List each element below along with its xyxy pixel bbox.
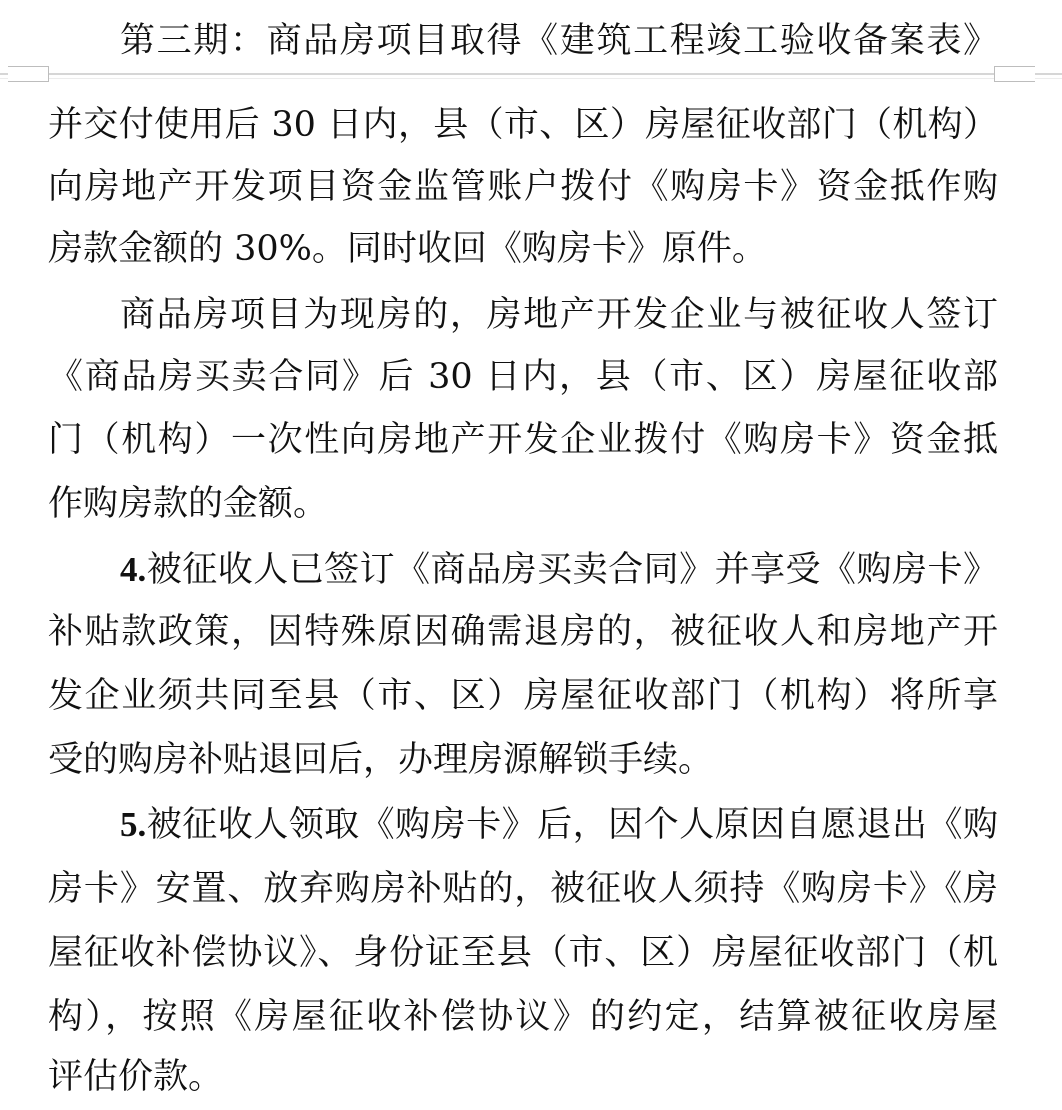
list-item-5-first-line bbox=[120, 793, 998, 857]
page-break-divider bbox=[0, 73, 1062, 75]
text-line: 受的购房补贴退回后，办理房源解锁手续。 bbox=[48, 740, 714, 780]
text-line: 补贴款政策，因特殊原因确需退房的，被征收人和房地产开 bbox=[48, 612, 998, 652]
item-number: 4. bbox=[120, 550, 147, 589]
page-corner-mark-left bbox=[8, 66, 49, 82]
text-line: 第三期：商品房项目取得《建筑工程竣工验收备案表》 bbox=[120, 21, 998, 61]
text-line: 评估价款。 bbox=[48, 1057, 224, 1097]
text-line: 发企业须共同至县（市、区）房屋征收部门（机构）将所享 bbox=[48, 676, 998, 716]
text-line: 门（机构）一次性向房地产开发企业拨付《购房卡》资金抵 bbox=[48, 420, 998, 460]
text-line: 房卡》安置、放弃购房补贴的，被征收人须持《购房卡》《房 bbox=[48, 869, 998, 909]
text-line: 房款金额的 30%。同时收回《购房卡》原件。 bbox=[48, 229, 767, 269]
list-item-4-first-line bbox=[120, 538, 998, 602]
item-text: 被征收人领取《购房卡》后，因个人原因自愿退出《购 bbox=[146, 805, 998, 845]
item-number: 5. bbox=[120, 805, 147, 844]
text-line: 屋征收补偿协议》、身份证至县（市、区）房屋征收部门（机 bbox=[48, 933, 998, 973]
page-corner-mark-right bbox=[994, 66, 1035, 82]
paragraph-first-line: 商品房项目为现房的，房地产开发企业与被征收人签订 bbox=[120, 295, 998, 335]
text-line: 并交付使用后 30 日内，县（市、区）房屋征收部门（机构） bbox=[48, 105, 998, 145]
text-line: 作购房款的金额。 bbox=[48, 484, 329, 524]
item-text: 被征收人已签订《商品房买卖合同》并享受《购房卡》 bbox=[146, 550, 998, 590]
text-line: 向房地产开发项目资金监管账户拨付《购房卡》资金抵作购 bbox=[48, 167, 998, 207]
text-line: 构），按照《房屋征收补偿协议》的约定，结算被征收房屋 bbox=[48, 997, 998, 1037]
text-line: 《商品房买卖合同》后 30 日内，县（市、区）房屋征收部 bbox=[48, 357, 998, 397]
page-break-divider-shadow bbox=[0, 78, 1062, 79]
